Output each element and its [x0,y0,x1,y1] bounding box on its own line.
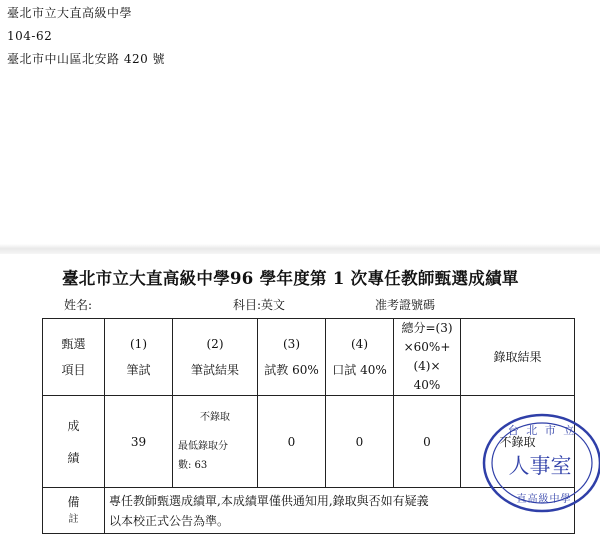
seal-center-text: 人事室 [508,454,572,478]
score-table [42,318,575,534]
header-oral-num: (4) [351,337,368,351]
paper-fold [0,244,600,254]
header-oral [326,319,394,396]
note-row-label [43,488,105,534]
header-written-name: 筆試 [126,363,151,377]
header-total-line1: 總分=(3) [401,321,453,335]
header-written-num: (1) [130,337,147,351]
header-teaching [258,319,326,396]
header-item-label-top: 甄選 [61,337,86,351]
teaching-score: 0 [258,396,326,488]
header-total-line3: 40% [413,378,441,392]
header-teaching-num: (3) [283,337,300,351]
header-written [105,319,173,396]
subject-label: 科目:英文 [233,298,286,312]
header-written-result-name: 筆試結果 [190,363,239,377]
total-score: 0 [394,396,461,488]
written-score: 39 [105,396,173,488]
score-row-label [43,396,105,488]
min-admit-value: 數: 63 [178,460,208,471]
oral-score: 0 [326,396,394,488]
note-line-2: 以本校正式公告為準。 [109,513,230,528]
header-total [394,319,461,396]
score-row [43,396,575,488]
header-written-result-num: (2) [206,337,224,351]
school-address-name: 臺北市立大直高級中學 [7,6,133,20]
exam-number-label: 准考證號碼 [375,298,436,312]
header-item-label-bottom: 項目 [61,363,86,377]
header-written-result [173,319,258,396]
score-row-label-bottom: 績 [67,450,80,465]
min-admit-label: 最低錄取分 [178,441,228,452]
header-total-line2: ×60%+(4)× [403,340,451,373]
postal-code: 104-62 [7,29,53,43]
written-result-cell [173,396,258,488]
header-item-label [43,319,105,396]
name-label: 姓名: [64,298,93,312]
note-line-1: 專任教師甄選成績單,本成績單僅供通知用,錄取與否如有疑義 [109,493,429,508]
seal-top-text: 台 北 市 立 [507,424,577,437]
street-address: 臺北市中山區北安路 420 號 [7,52,166,66]
header-admission-result: 錄取結果 [461,319,575,396]
written-result-value: 不錄取 [200,412,230,423]
seal-bottom-text: 直高級中學 [516,494,572,505]
note-row-label-bottom: 註 [68,513,79,525]
note-text [105,488,575,534]
note-row [43,488,575,534]
form-title: 臺北市立大直高級中學96 學年度第 1 次專任教師甄選成績單 [62,269,519,288]
header-row [43,319,575,396]
header-oral-name: 口試 40% [332,363,387,377]
note-row-label-top: 備 [67,494,80,509]
score-row-label-top: 成 [67,418,80,433]
header-teaching-name: 試教 60% [264,363,319,377]
admission-result: 不錄取 [461,396,575,488]
